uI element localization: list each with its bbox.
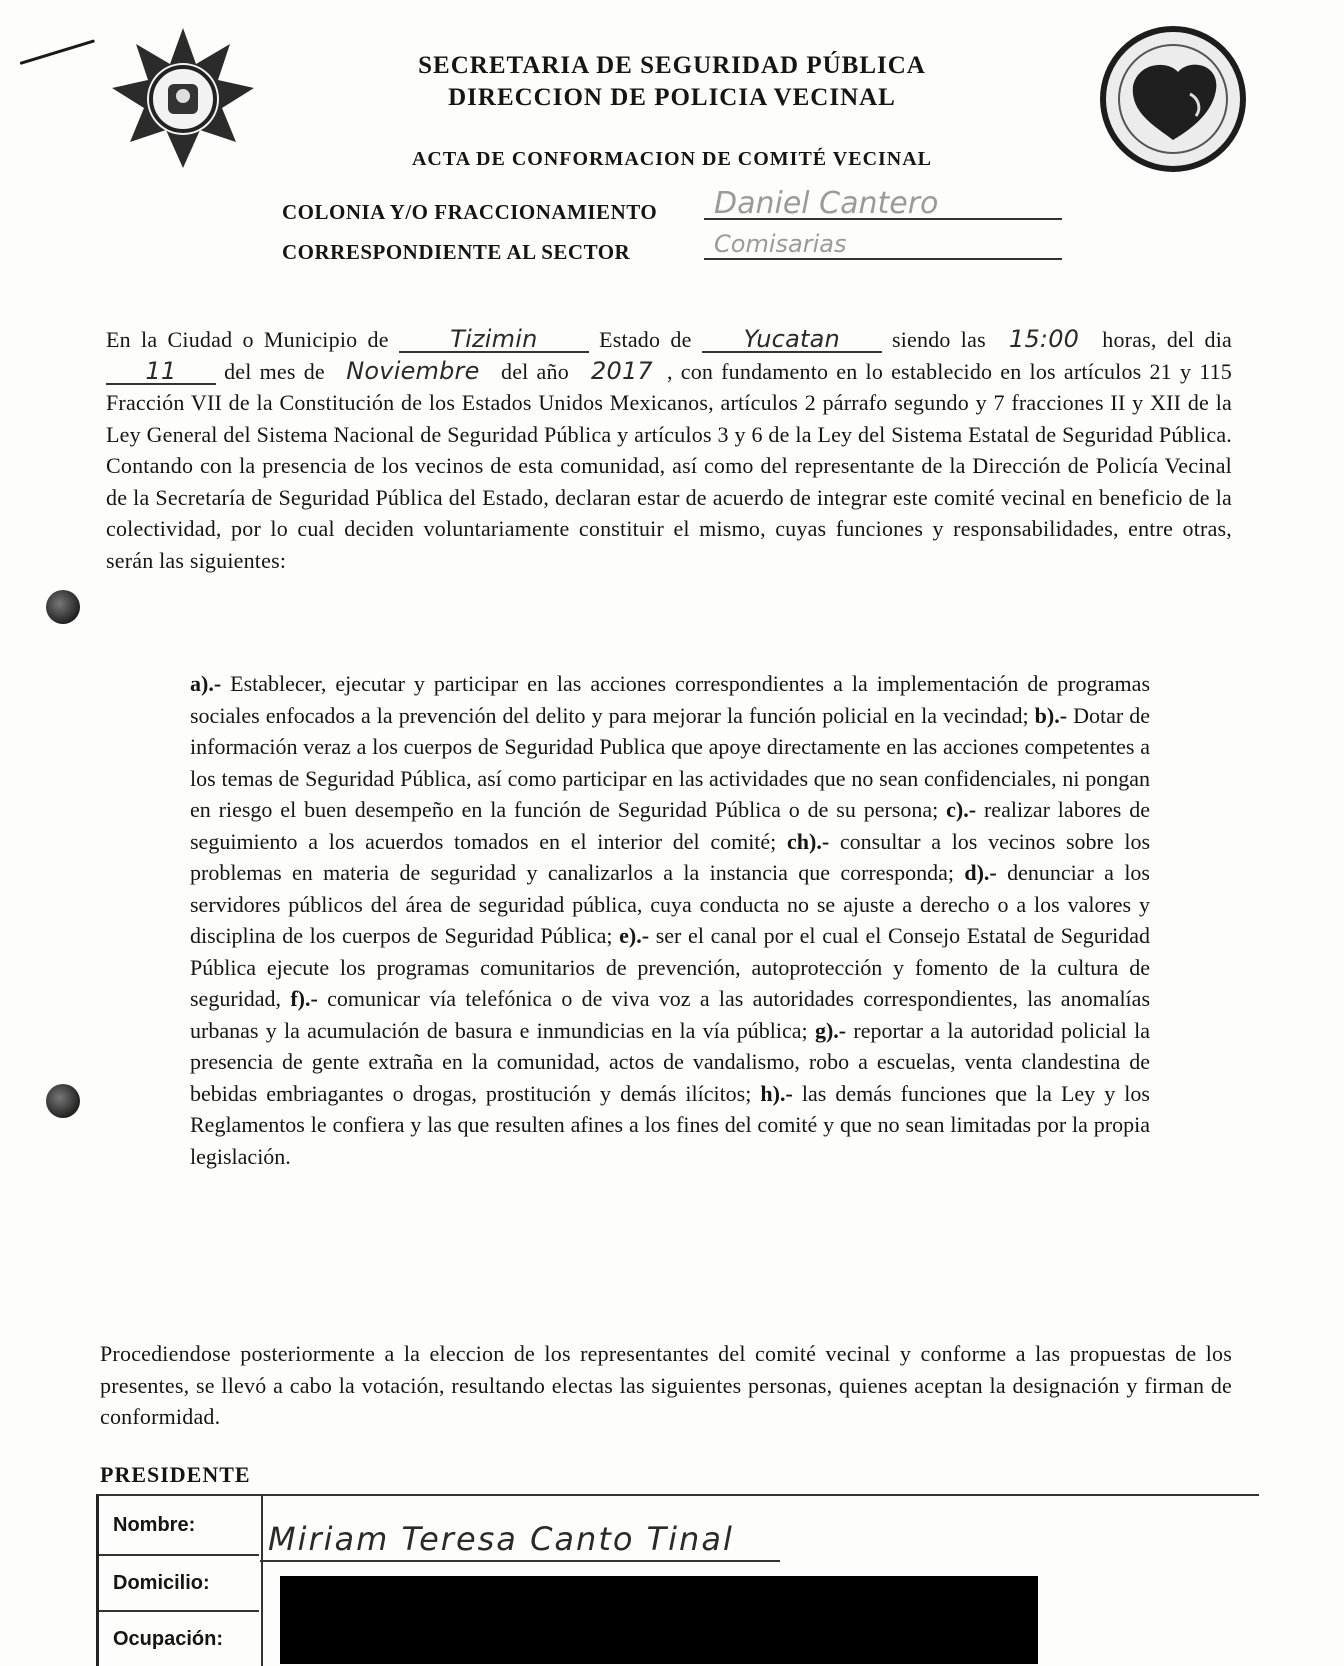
nombre-underline (260, 1560, 780, 1562)
sector-value: Comisarias (714, 230, 847, 258)
intro-text-6: del año (501, 358, 569, 384)
sector-label: CORRESPONDIENTE AL SECTOR (282, 240, 631, 264)
nombre-label: Nombre: (113, 1514, 196, 1536)
header-direccion: DIRECCION DE POLICIA VECINAL (448, 84, 896, 111)
estado-value: Yucatan (702, 327, 882, 353)
municipio-value: Tizimin (399, 327, 589, 353)
president-section-title: PRESIDENTE (100, 1462, 251, 1487)
colonia-label: COLONIA Y/O FRACCIONAMIENTO (282, 200, 658, 224)
intro-text-5: del mes de (224, 358, 325, 384)
sector-underline (704, 258, 1062, 260)
list-item-text: Dotar de información veraz a los cuerpos de Seguridad Publica que apoye directamente en las acciones competentes a los temas de Seguridad Pública, así como participar en las actividades que no sean confidenciales, ni pongan en riesgo el buen desempeño en la función de Seguridad Pública o de su persona; (190, 702, 1151, 822)
list-item-text: comunicar vía telefónica o de viva voz a las autoridades correspondientes, las anomalías urbanas y la acumulación de basura e inmundicias en la vía pública; (190, 986, 1150, 1043)
list-item-text: ser el canal por el cual el Consejo Estatal de Seguridad Pública ejecute los programas comunitarios de prevención, autoprotección y fomento de la cultura de seguridad, (190, 923, 1150, 1011)
list-key: g).- (814, 1017, 847, 1043)
intro-text-2: Estado de (599, 327, 692, 352)
list-item-text: denunciar a los servidores públicos del área de seguridad pública, cuya conducta no se ajuste a derecho o a los valores y disciplina de los cuerpos de Seguridad Pública; (190, 860, 1150, 948)
list-key: a).- (190, 671, 222, 696)
list-key: e).- (619, 923, 650, 948)
colonia-value: Daniel Cantero (714, 186, 939, 221)
intro-paragraph (106, 324, 1232, 576)
functions-list (190, 668, 1150, 1172)
hole-punch-top (46, 590, 80, 624)
list-key: c).- (946, 797, 977, 822)
header-secretaria: SECRETARIA DE SEGURIDAD PÚBLICA (418, 52, 926, 79)
list-item-text: reportar a la autoridad policial la presencia de gente extraña en la comunidad, actos de vandalismo, robo a escuelas, venta clandestina de bebidas embriagantes o drogas, prostitución y demás ilícitos; (190, 1017, 1150, 1106)
intro-text-1: En la Ciudad o Municipio de (106, 327, 389, 352)
list-item-text: Establecer, ejecutar y participar en las acciones correspondientes a la implementación de programas sociales enfocados a la prevención del delito y para mejorar la función policial en la vecindad; (190, 671, 1150, 728)
list-key: ch).- (787, 828, 830, 854)
table-divider (261, 1496, 263, 1666)
hole-punch-bottom (46, 1084, 80, 1118)
hora-value: 15:00 (1008, 325, 1080, 353)
list-key: d).- (964, 860, 997, 885)
list-item-text: realizar labores de seguimiento a los acuerdos tomados en el interior del comité; (190, 797, 1150, 854)
list-key: h).- (760, 1080, 793, 1106)
mes-value: Noviembre (346, 356, 480, 385)
intro-text-7: , con fundamento en lo establecido en los artículos 21 y 115 Fracción VII de la Constitución de los Estados Unidos Mexicanos, artículos 2 párrafo segundo y 7 fracciones II y XII de la Ley General del Sistema Nacional de Seguridad Pública y artículos 3 y 6 de la Ley del Sistema Estatal de Seguridad Pública. Contando con la presencia de los vecinos de esta comunidad, así como del representante de la Dirección de Policía Vecinal de la Secretaría de Seguridad Pública del Estado, declaran estar de acuerdo de integrar este comité vecinal en beneficio de la colectividad, por lo cual deciden voluntariamente constituir el mismo, cuyas funciones y responsabilidades, entre otras, serán las siguientes: (106, 358, 1232, 573)
list-item-text: consultar a los vecinos sobre los problemas en materia de seguridad y canalizarlos a la instancia que corresponda; (190, 828, 1151, 885)
dia-value: 11 (106, 359, 216, 385)
list-item-text: las demás funciones que la Ley y los Reglamentos le confiera y las que resulten afines a los fines del comité y que no sean limitadas por la propia legislación. (190, 1080, 1150, 1169)
act-title: ACTA DE CONFORMACION DE COMITÉ VECINAL (411, 148, 933, 170)
intro-text-3: siendo las (891, 327, 986, 352)
intro-text-4: horas, del dia (1102, 327, 1232, 352)
domicilio-label: Domicilio: (113, 1572, 210, 1594)
closing-paragraph: Procediendose posteriormente a la eleccion de los representantes del comité vecinal y conforme a las propuestas de los presentes, se llevó a cabo la votación, resultando electas las siguientes personas, quienes aceptan la designación y firman de conformidad. (100, 1341, 1232, 1429)
redaction-block (280, 1576, 1038, 1664)
president-nombre-value: Miriam Teresa Canto Tinal (268, 1520, 734, 1558)
ocupacion-label: Ocupación: (113, 1628, 224, 1650)
list-key: b).- (1034, 702, 1068, 728)
anio-value: 2017 (591, 356, 653, 385)
list-key: f).- (290, 986, 318, 1011)
